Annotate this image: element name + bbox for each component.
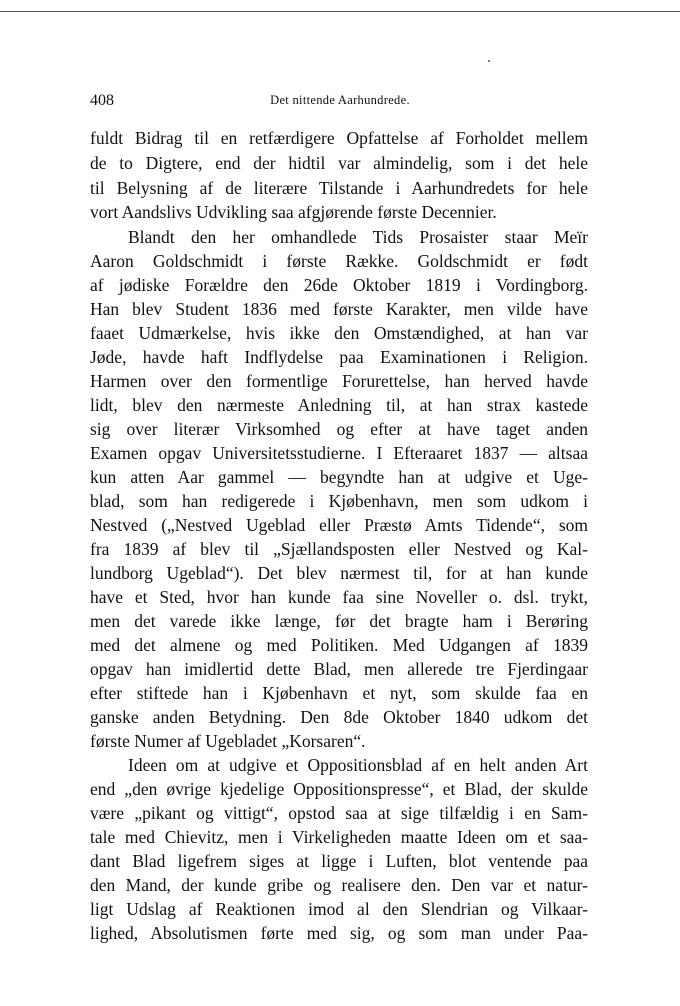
text-line: faaet Udmærkelse, hvis ikke den Omstændighed, at han var [90, 323, 588, 343]
text-line: ganske anden Betydning. Den 8de Oktober 1840 udkom det [90, 707, 588, 727]
text-line: fuldt Bidrag til en retfærdigere Opfattelse af Forholdet mellem [90, 128, 588, 148]
text-line: opgav han imidlertid dette Blad, men allerede tre Fjerdingaar [90, 659, 588, 679]
text-line: vort Aandslivs Udvikling saa afgjørende første Decennier. [90, 202, 497, 222]
text-line: men det varede ikke længe, før det bragte ham i Berøring [90, 611, 588, 631]
print-speck [488, 60, 490, 62]
text-line: med det almene og med Politiken. Med Udgangen af 1839 [90, 635, 588, 655]
text-line: have et Sted, hvor han kunde faa sine Noveller o. dsl. trykt, [90, 587, 588, 607]
paragraph-start-line: Ideen om at udgive et Oppositionsblad af en helt anden Art [128, 755, 588, 775]
text-line: lundborg Ugeblad“). Det blev nærmest til, for at han kunde [90, 563, 588, 583]
text-line: til Belysning af de literære Tilstande i Aarhundredets for hele [90, 178, 588, 198]
text-line: kun atten Aar gammel — begyndte han at udgive et Uge- [90, 467, 588, 487]
text-line: Aaron Goldschmidt i første Række. Goldschmidt er født [90, 251, 588, 271]
text-line: efter stiftede han i Kjøbenhavn et nyt, som skulde faa en [90, 683, 588, 703]
text-line: sig over literær Virksomhed og efter at have taget anden [90, 419, 588, 439]
page-number: 408 [90, 92, 114, 109]
text-line: Examen opgav Universitetsstudierne. I Efteraaret 1837 — altsaa [90, 443, 588, 463]
text-line: tale med Chievitz, men i Virkeligheden maatte Ideen om et saa- [90, 827, 588, 847]
paragraph-start-line: Blandt den her omhandlede Tids Prosaister staar Meïr [128, 227, 588, 247]
text-line: ligt Udslag af Reaktionen imod al den Slendrian og Vilkaar- [90, 899, 588, 919]
text-line: Jøde, havde haft Indflydelse paa Examinationen i Religion. [90, 347, 588, 367]
text-line: fra 1839 af blev til „Sjællandsposten eller Nestved og Kal- [90, 539, 588, 559]
text-line: end „den øvrige kjedelige Oppositionspresse“, et Blad, der skulde [90, 779, 588, 799]
text-line: de to Digtere, end der hidtil var almindelig, som i det hele [90, 153, 588, 173]
top-edge-rule [0, 11, 680, 12]
text-line: Harmen over den formentlige Forurettelse, han herved havde [90, 371, 588, 391]
text-line: Nestved („Nestved Ugeblad eller Præstø Amts Tidende“, som [90, 515, 588, 535]
text-line: dant Blad ligefrem siges at ligge i Luften, blot ventende paa [90, 851, 588, 871]
text-line: af jødiske Forældre den 26de Oktober 1819 i Vordingborg. [90, 275, 588, 295]
text-line: Han blev Student 1836 med første Karakter, men vilde have [90, 299, 588, 319]
running-title: Det nittende Aarhundrede. [270, 93, 410, 107]
text-line: den Mand, der kunde gribe og realisere den. Den var et natur- [90, 875, 588, 895]
text-line: første Numer af Ugebladet „Korsaren“. [90, 731, 366, 751]
text-line: lidt, blev den nærmeste Anledning til, at han strax kastede [90, 395, 588, 415]
text-line: være „pikant og vittigt“, opstod saa at sige tilfældig i en Sam- [90, 803, 588, 823]
text-line: blad, som han redigerede i Kjøbenhavn, men som udkom i [90, 491, 588, 511]
text-line: lighed, Absolutismen førte med sig, og som man under Paa- [90, 923, 588, 943]
